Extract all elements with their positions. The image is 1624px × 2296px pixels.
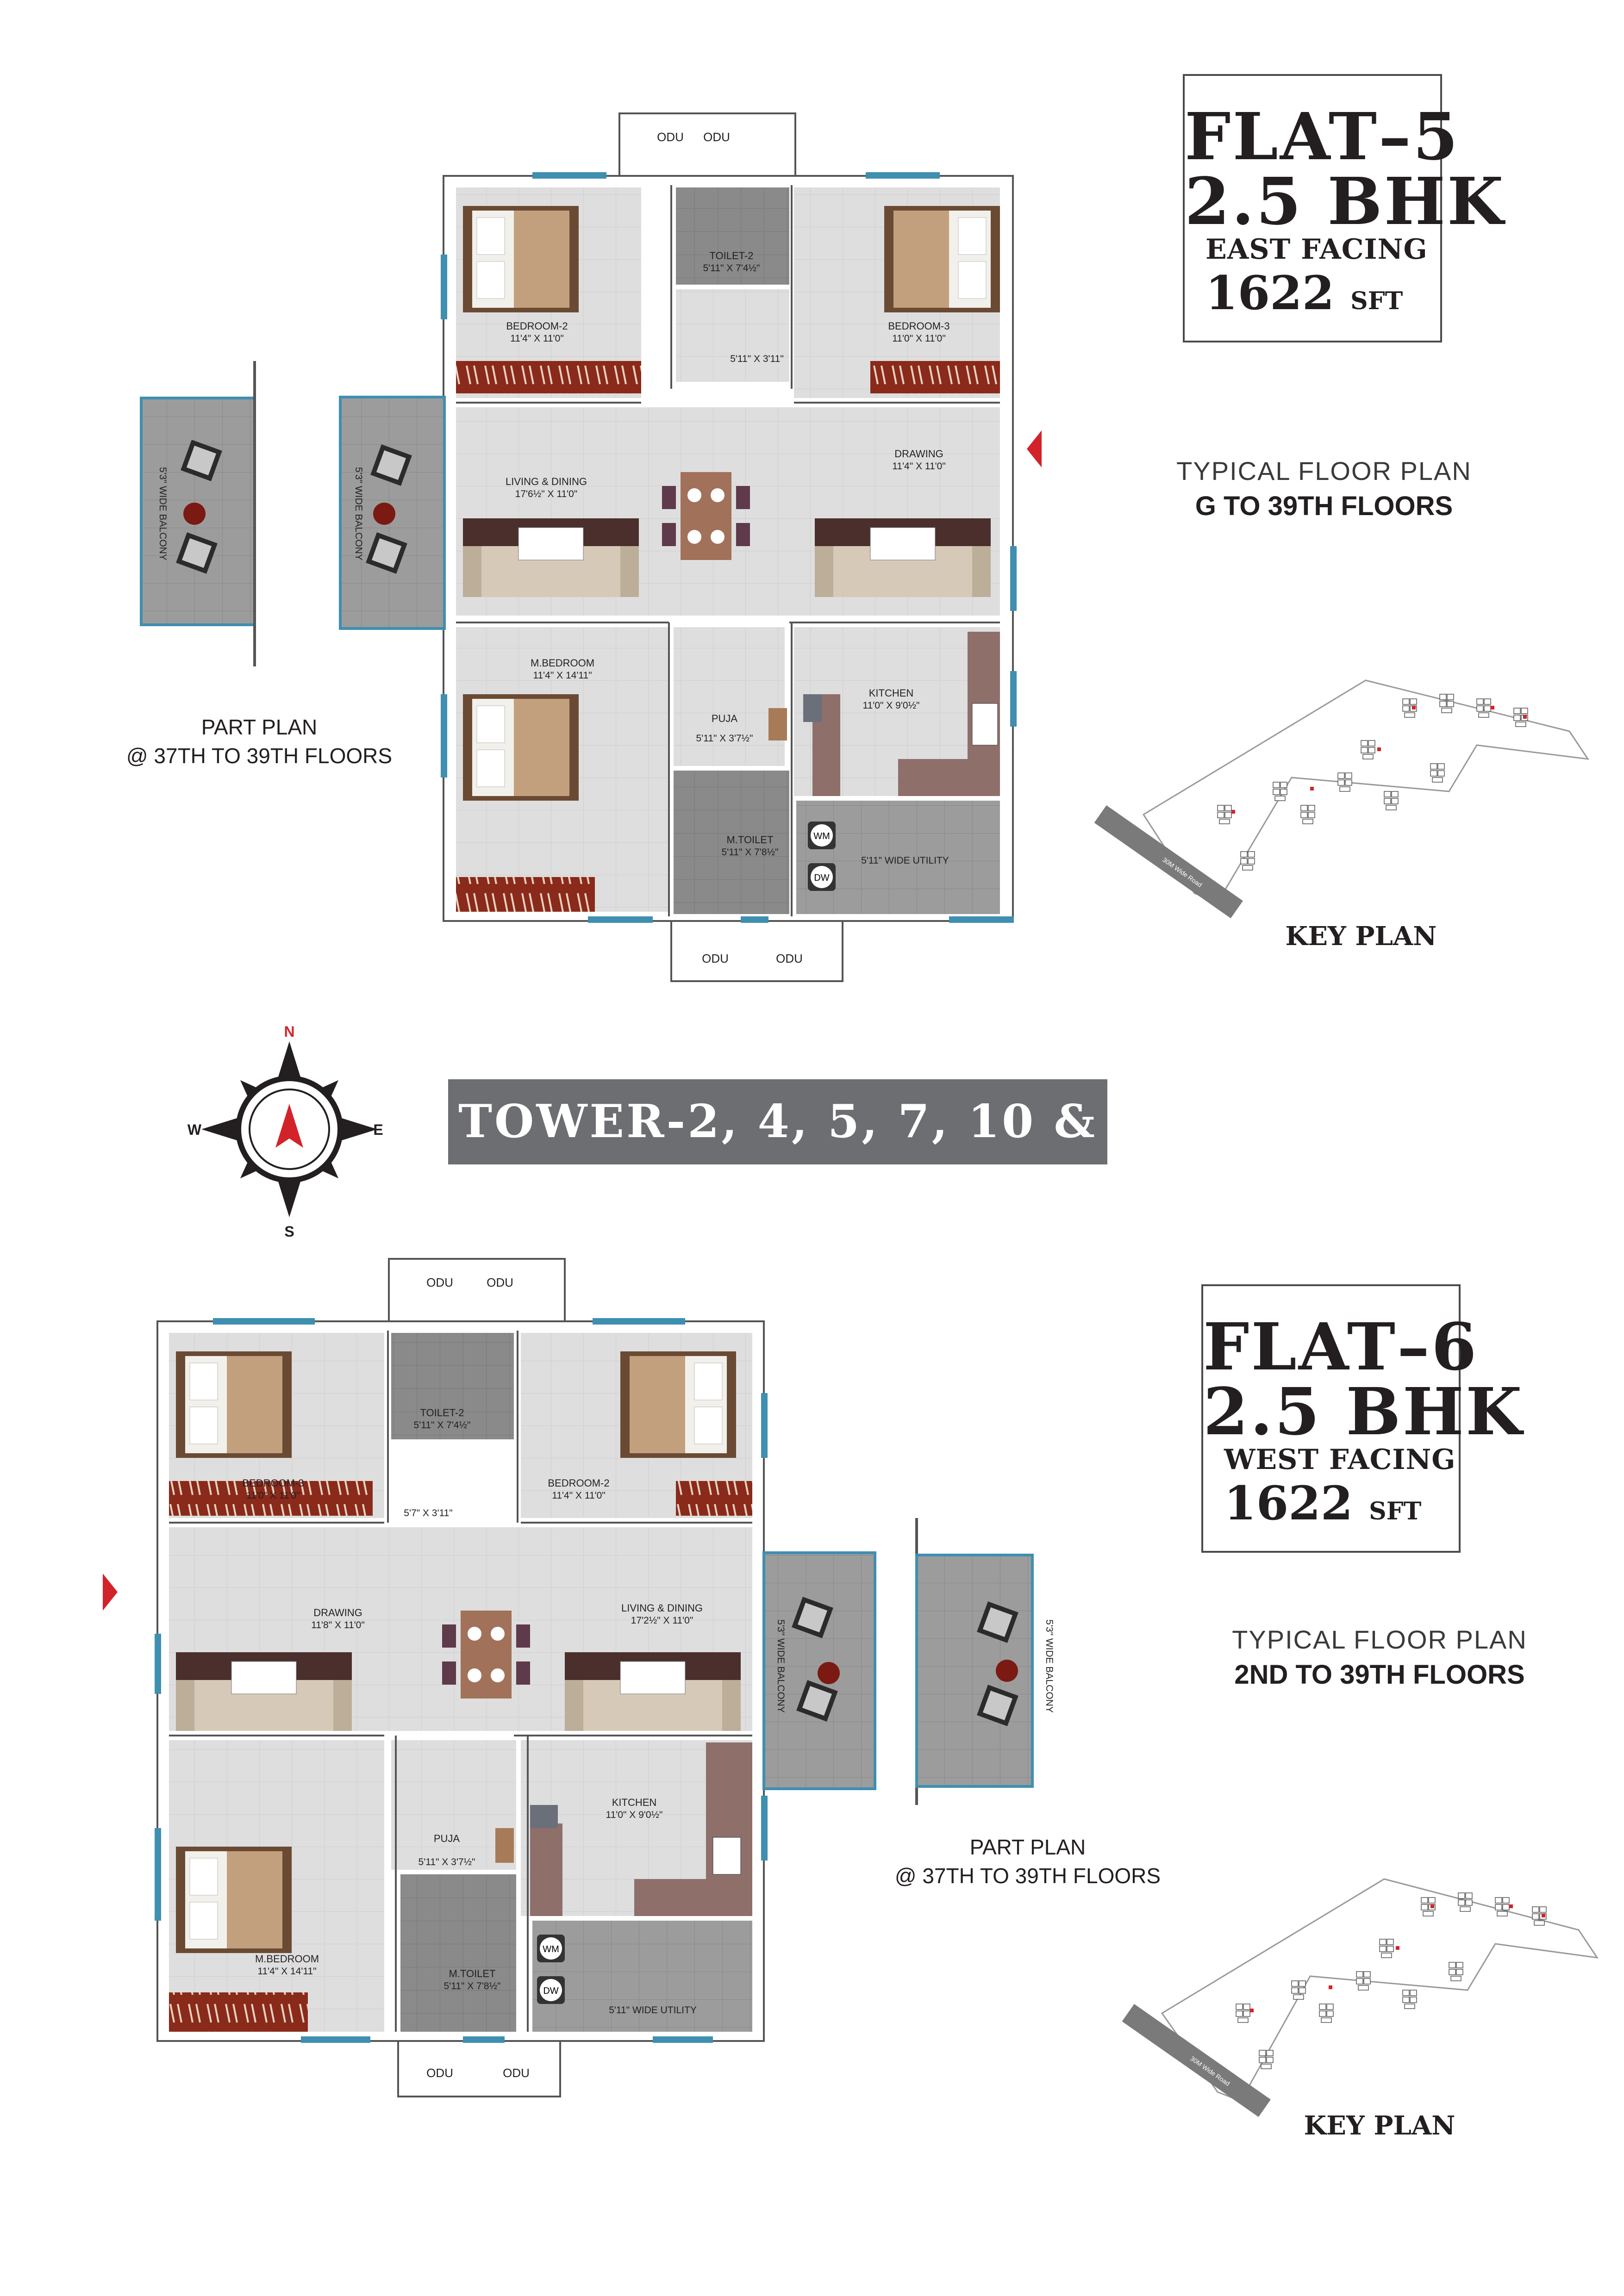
flat5-dishwasher [808,863,836,891]
svg-text:5'3" WIDE BALCONY: 5'3" WIDE BALCONY [1044,1619,1055,1713]
flat5-bedroom3-dim: 11'0" X 11'0" [892,333,946,344]
flat5-area-unit: SFT [1350,287,1403,315]
flat5-living-dim: 17'6½" X 11'0" [515,489,578,499]
flat5-puja-label: PUJA [711,713,738,724]
flat6-living-dim: 17'2½" X 11'0" [631,1615,693,1626]
flat6-key-plan-site [1162,1879,1597,2101]
flat5-part-plan [97,713,421,770]
flat6-part-plan-balcony [917,1518,1055,1805]
flat6-part-plan [843,1833,1213,1890]
flat6-odu-bottom-1: ODU [426,2066,453,2080]
flat6-drawing-dim: 11'8" X 11'0" [311,1620,365,1630]
flat5-plan [141,113,1042,981]
flat5-toilet2-dim: 5'11" X 7'4½" [703,263,760,274]
flat5-mbedroom-label: M.BEDROOM [530,657,595,669]
flat5-bedroom3-label: BEDROOM-3 [888,320,950,332]
flat6-passage-dim: 5'7" X 3'11" [404,1508,453,1518]
svg-text:WM: WM [813,831,830,841]
flat6-floor-plan-title: TYPICAL FLOOR PLAN [1232,1625,1527,1654]
flat6-area-value: 1622 [1224,1476,1353,1531]
flat6-kitchen-label: KITCHEN [612,1797,657,1808]
flat6-title-box [1201,1284,1524,1553]
flat6-floor-plan-floors: 2ND TO 39TH FLOORS [1234,1660,1525,1690]
compass-e: E [373,1121,383,1138]
flat6-drawing-label: DRAWING [313,1607,362,1618]
flat6-title: FLAT–6 [1203,1309,1479,1385]
flat6-bedroom2-label: BEDROOM-2 [548,1477,610,1489]
flat5-puja-dim: 5'11" X 3'7½" [696,733,753,744]
flat5-entry-arrow [1027,430,1042,467]
flat6-plan [103,1259,1055,2097]
flat5-title: FLAT–5 [1185,99,1460,175]
svg-text:DW: DW [814,873,830,883]
flat5-odu-bottom [671,921,843,981]
flat5-part-plan-balcony [141,361,255,666]
flat6-dishwasher [537,1976,565,2004]
flat5-mbedroom-dim: 11'4" X 14'11" [533,670,592,681]
compass-s: S [284,1223,294,1240]
flat6-living-label: LIVING & DINING [621,1602,703,1614]
flat6-puja-dim: 5'11" X 3'7½" [418,1857,475,1867]
flat6-odu-top-2: ODU [487,1276,513,1289]
flat5-title-box [1183,74,1505,342]
flat5-living-label: LIVING & DINING [505,476,587,487]
flat5-kitchen-label: KITCHEN [868,687,914,699]
flat6-toilet2-label: TOILET-2 [420,1407,464,1419]
svg-text:30M Wide Road: 30M Wide Road [1161,856,1204,889]
flat6-area-unit: SFT [1369,1497,1422,1525]
flat5-floor-plan-title: TYPICAL FLOOR PLAN [1176,456,1472,485]
flat5-washing-machine [808,821,836,849]
flat6-odu-bottom [398,2041,560,2097]
flat6-washing-machine [537,1935,565,1962]
flat6-part-plan-line2: @ 37TH TO 39TH FLOORS [894,1864,1161,1888]
flat6-bedroom2-dim: 11'4" X 11'0" [552,1490,606,1501]
flat6-part-plan-line1: PART PLAN [969,1835,1086,1859]
flat6-kitchen-dim: 11'0" X 9'0½" [606,1810,663,1820]
svg-text:WM: WM [543,1944,559,1954]
flat5-mtoilet-dim: 5'11" X 7'8½" [721,847,779,858]
flat5-bedroom2-label: BEDROOM-2 [506,320,568,332]
flat6-type: 2.5 BHK [1203,1374,1524,1450]
flat5-area-value: 1622 [1206,266,1335,320]
flat5-mtoilet-label: M.TOILET [726,834,774,846]
svg-text:5'3" WIDE BALCONY: 5'3" WIDE BALCONY [775,1619,786,1713]
flat5-key-plan: KEY PLAN [1285,921,1437,952]
flat5-odu-top-1: ODU [657,130,684,144]
flat5-passage-dim: 5'11" X 3'11" [730,354,784,364]
svg-text:5'3" WIDE BALCONY: 5'3" WIDE BALCONY [157,467,168,560]
flat6-balcony [764,1553,875,1789]
flat6-bedroom3-dim: 11'0" X 11'0" [246,1490,300,1501]
flat5-type: 2.5 BHK [1185,164,1505,240]
tower-banner: TOWER-2, 4, 5, 7, 10 & 12 [448,1079,1107,1164]
flat5-utility-label: 5'11" WIDE UTILITY [861,855,949,866]
flat5-odu-bottom-2: ODU [776,952,803,965]
flat6-key-plan: KEY PLAN [1304,2110,1455,2141]
flat6-facing: WEST FACING [1224,1444,1456,1476]
flat6-bedroom3-label: BEDROOM-3 [242,1477,304,1489]
flat6-odu-top [389,1259,565,1321]
flat6-odu-bottom-2: ODU [503,2066,530,2080]
flat6-toilet2-dim: 5'11" X 7'4½" [413,1420,471,1431]
flat6-entry-arrow [103,1574,118,1611]
flat6-utility-label: 5'11" WIDE UTILITY [609,2005,697,2016]
flat5-drawing-dim: 11'4" X 11'0" [892,461,946,472]
flat5-key-plan-map [1094,680,1588,918]
flat5-part-plan-line1: PART PLAN [201,715,318,739]
flat5-odu-top [619,113,795,176]
flat6-puja-label: PUJA [433,1833,460,1844]
flat5-balcony [340,397,444,628]
flat6-mtoilet-label: M.TOILET [449,1968,496,1979]
flat5-odu-bottom-1: ODU [702,952,729,965]
flat5-bedroom2-dim: 11'4" X 11'0" [510,333,564,344]
flat5-odu-top-2: ODU [703,130,730,144]
flat5-kitchen-dim: 11'0" X 9'0½" [862,700,920,711]
flat6-mtoilet-area [400,1874,516,2032]
flat5-drawing-label: DRAWING [894,448,943,460]
flat5-toilet2-label: TOILET-2 [709,250,754,261]
flat6-mbedroom-dim: 11'4" X 14'11" [257,1966,317,1977]
compass-n: N [284,1023,295,1040]
compass-w: W [187,1121,202,1138]
svg-text:30M Wide Road: 30M Wide Road [1189,2054,1231,2088]
svg-text:5'3" WIDE BALCONY: 5'3" WIDE BALCONY [353,467,364,560]
flat5-puja-area [674,627,785,766]
flat6-mbedroom-label: M.BEDROOM [255,1953,319,1965]
flat6-area [1203,1476,1480,1531]
svg-text:DW: DW [543,1986,559,1996]
flat5-floor-plan-floors: G TO 39TH FLOORS [1195,491,1453,521]
flat5-area [1185,266,1461,320]
flat6-odu-top-1: ODU [426,1276,453,1289]
flat6-key-plan-map [1122,1879,1597,2117]
flat6-mtoilet-dim: 5'11" X 7'8½" [443,1981,501,1991]
compass [187,1023,387,1240]
flat5-part-plan-line2: @ 37TH TO 39TH FLOORS [126,744,393,768]
flat5-facing: EAST FACING [1206,233,1428,266]
